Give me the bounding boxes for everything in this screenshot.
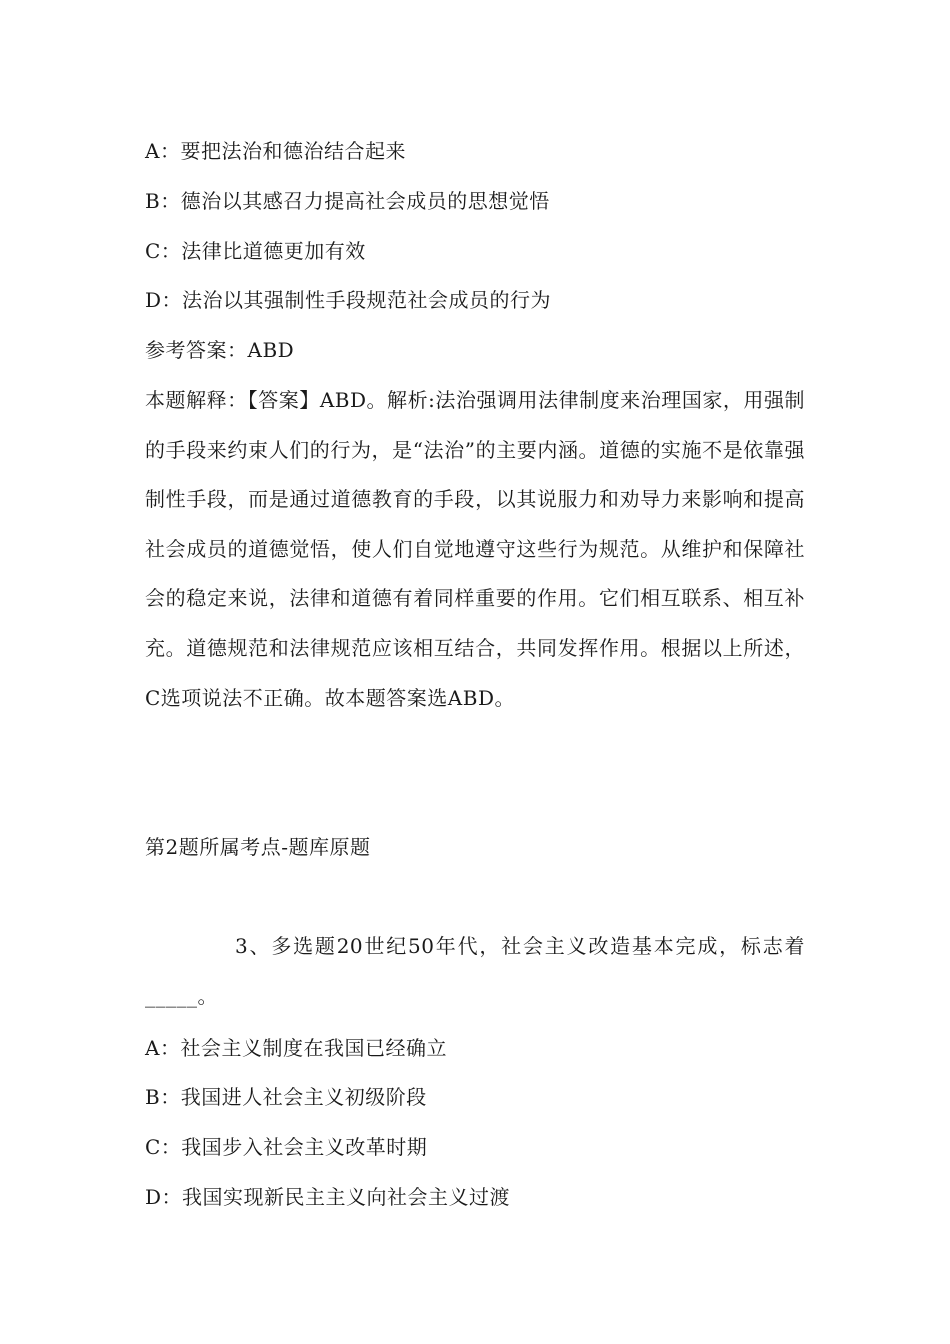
q2-option-c: C：法律比道德更加有效 — [145, 239, 366, 263]
q2-explanation: 本题解释：【答案】ABD。解析:法治强调用法律制度来治理国家，用强制的手段来约束人们的行为，是“法治”的主要内涵。道德的实施不是依靠强制性手段，而是通过道德教育的手段，以其说服力和劝导力来影响和提高社会成员的道德觉悟，使人们自觉地遵守这些行为规范。从维护和保障社会的稳定来说，法律和道德有着同样重要的作用。它们相互联系、相互补充。道德规范和法律规范应该相互结合，共同发挥作用。根据以上所述，C选项说法不正确。故本题答案选ABD。 — [145, 388, 805, 710]
q3-option-a: A：社会主义制度在我国已经确立 — [145, 1036, 447, 1060]
q2-option-b: B：德治以其感召力提高社会成员的思想觉悟 — [145, 189, 550, 213]
q2-option-d: D：法治以其强制性手段规范社会成员的行为 — [145, 288, 552, 312]
q3-option-d: D：我国实现新民主主义向社会主义过渡 — [145, 1185, 511, 1209]
q2-category: 第2题所属考点-题库原题 — [145, 835, 371, 859]
q2-answer: 参考答案：ABD — [145, 338, 295, 362]
q2-option-a: A：要把法治和德治结合起来 — [145, 139, 406, 163]
q3-stem: 3、多选题20世纪50年代，社会主义改造基本完成，标志着_____。 — [145, 934, 805, 1008]
q3-option-b: B：我国进人社会主义初级阶段 — [145, 1085, 427, 1109]
q3-option-c: C：我国步入社会主义改革时期 — [145, 1135, 428, 1159]
